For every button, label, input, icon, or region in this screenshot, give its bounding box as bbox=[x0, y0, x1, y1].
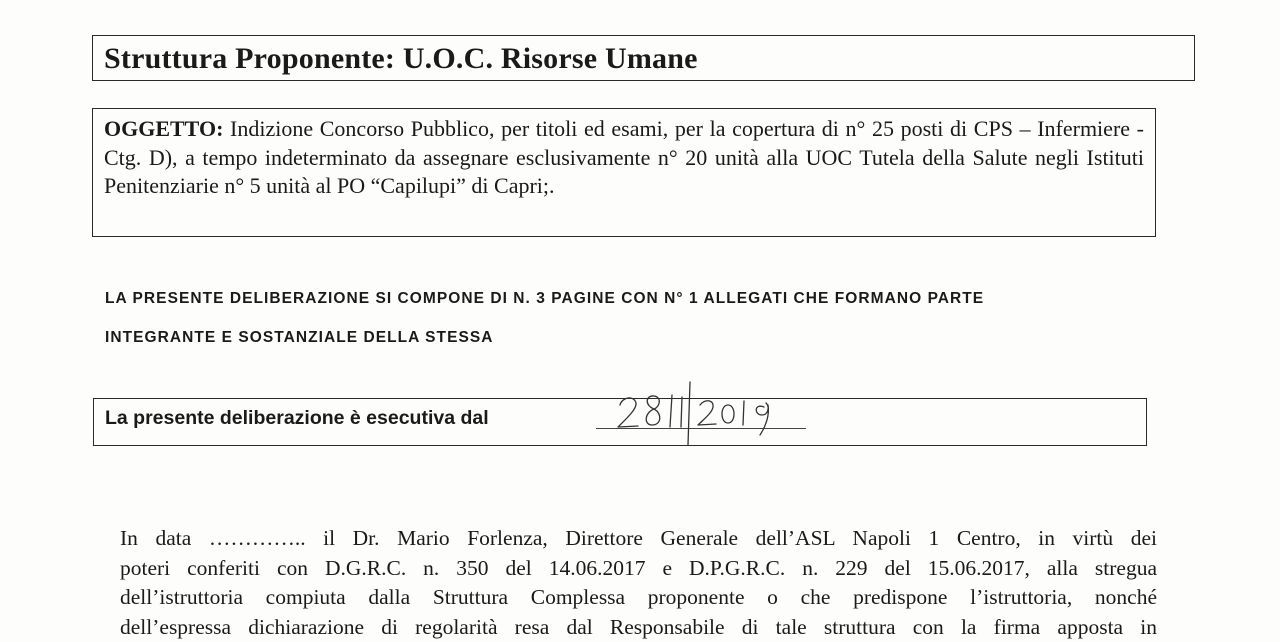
esecutiva-box bbox=[93, 398, 1147, 446]
struttura-proponente-box bbox=[92, 35, 1195, 81]
oggetto-text bbox=[104, 115, 1144, 201]
oggetto-description: Indizione Concorso Pubblico, per titoli ed esami, per la copertura di n° 25 posti di CPS – Infermiere - Ctg. D), a tempo indeterminato da assegnare esclusivamente n° 20 unità alla UOC Tutela della Salute negli Istituti Penitenziarie n° 5 unità al PO “Capilupi” di Capri;. bbox=[104, 116, 1144, 198]
composition-statement-line-1: LA PRESENTE DELIBERAZIONE SI COMPONE DI N. 3 PAGINE CON N° 1 ALLEGATI CHE FORMANO PARTE bbox=[105, 290, 984, 308]
body-line-4: dell’espressa dichiarazione di regolarità resa dal Responsabile di tale struttura con la firma apposta in bbox=[120, 613, 1157, 642]
body-line-1: In data ………….. il Dr. Mario Forlenza, Direttore Generale dell’ASL Napoli 1 Centro, in virtù dei bbox=[120, 524, 1157, 554]
handwritten-date bbox=[614, 377, 824, 447]
body-paragraph bbox=[120, 524, 1157, 642]
composition-statement-line-2: INTEGRANTE E SOSTANZIALE DELLA STESSA bbox=[105, 329, 493, 347]
oggetto-label: OGGETTO: bbox=[104, 116, 223, 141]
oggetto-box bbox=[92, 108, 1156, 237]
struttura-proponente-title: Struttura Proponente: U.O.C. Risorse Umane bbox=[104, 42, 698, 76]
body-line-3: dell’istruttoria compiuta dalla Struttura Complessa proponente o che predispone l’istruttoria, nonché bbox=[120, 583, 1157, 613]
esecutiva-label: La presente deliberazione è esecutiva dal bbox=[105, 407, 489, 430]
body-line-2: poteri conferiti con D.G.R.C. n. 350 del 14.06.2017 e D.P.G.R.C. n. 229 del 15.06.2017, alla stregua bbox=[120, 554, 1157, 584]
